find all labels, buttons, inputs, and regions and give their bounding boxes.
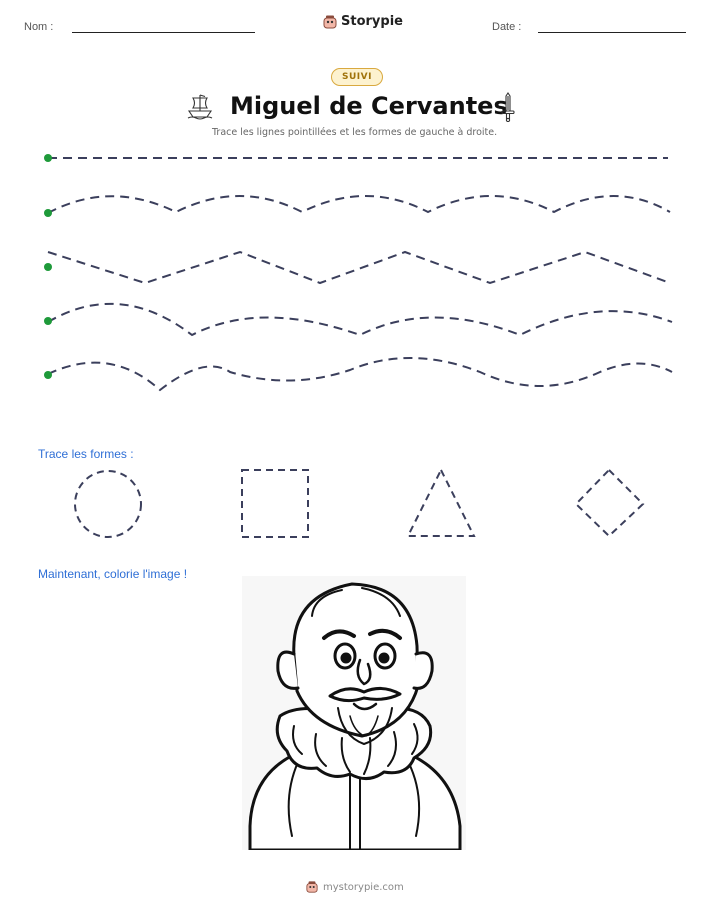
trace-line-zigzag (48, 252, 670, 283)
start-dot (44, 317, 52, 325)
instructions: Trace les lignes pointillées et les formes de gauche à droite. (212, 127, 498, 138)
level-badge: SUIVI (331, 68, 383, 86)
start-dot (44, 209, 52, 217)
trace-line-deep-wave (48, 358, 672, 390)
shapes-label: Trace les formes : (38, 447, 134, 461)
name-label: Nom : (24, 21, 54, 33)
start-dot (44, 154, 52, 162)
brand-logo (323, 14, 403, 29)
tracing-shapes-area (0, 462, 709, 546)
date-field[interactable] (538, 32, 686, 33)
tracing-lines-area (0, 140, 709, 410)
shape-triangle (408, 470, 474, 536)
start-dot (44, 263, 52, 271)
shape-square (242, 470, 308, 537)
start-dot (44, 371, 52, 379)
date-label: Date : (492, 21, 522, 33)
sword-icon (498, 92, 518, 122)
trace-line-wave (48, 304, 672, 335)
page-title: Miguel de Cervantes (230, 92, 508, 120)
shape-diamond (576, 470, 643, 536)
storypie-logo-icon (306, 881, 318, 893)
name-field[interactable] (72, 32, 255, 33)
footer-url[interactable]: mystorypie.com (323, 881, 404, 893)
cervantes-coloring-image (242, 576, 466, 850)
trace-line-gentle-wave (48, 196, 670, 213)
storypie-logo-icon (323, 15, 337, 29)
ship-icon (186, 92, 214, 120)
brand-name: Storypie (341, 14, 403, 29)
color-label: Maintenant, colorie l'image ! (38, 567, 188, 581)
footer (306, 881, 404, 893)
shape-circle (75, 471, 141, 537)
